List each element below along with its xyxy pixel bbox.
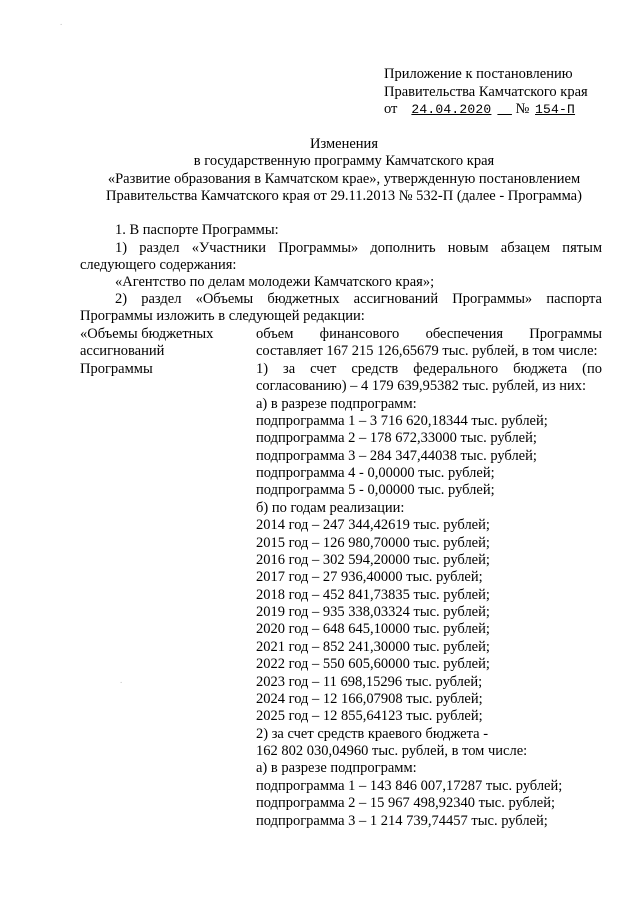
funding-line: б) по годам реализации: <box>256 499 405 516</box>
funding-line: подпрограмма 1 – 3 716 620,18344 тыс. рублей; <box>256 412 548 429</box>
funding-line: 2014 год – 247 344,42619 тыс. рублей; <box>256 517 490 534</box>
table-left-cell: «Объемы бюджетных ассигнований Программы <box>80 326 214 377</box>
funding-line: подпрограмма 3 – 284 347,44038 тыс. рублей; <box>256 447 537 464</box>
funding-line: подпрограмма 2 – 178 672,33000 тыс. рублей; <box>256 430 537 447</box>
heading-line-2: в государственную программу Камчатского края <box>193 153 495 170</box>
funding-line: 2015 год – 126 980,70000 тыс. рублей; <box>256 534 490 551</box>
funding-line: 2024 год – 12 166,07908 тыс. рублей; <box>256 690 483 707</box>
scan-mark: . <box>60 17 63 27</box>
funding-line: подпрограмма 5 - 0,00000 тыс. рублей; <box>256 482 495 499</box>
funding-line: 2016 год – 302 594,20000 тыс. рублей; <box>256 551 490 568</box>
funding-line: 2023 год – 11 698,15296 тыс. рублей; <box>256 673 483 690</box>
heading-line-4: Правительства Камчатского края от 29.11.2013 № 532-П (далее - Программа) <box>106 187 582 204</box>
funding-intro: объем финансового обеспечения Программы составляет 167 215 126,65679 тыс. рублей, в том числе: <box>256 326 602 360</box>
paragraph-1: 1. В паспорте Программы: <box>115 222 279 238</box>
funding-line: 2017 год – 27 936,40000 тыс. рублей; <box>256 569 483 586</box>
document-heading <box>60 136 628 205</box>
paragraph-4: 2) раздел «Объемы бюджетных ассигнований Программы» паспорта Программы изложить в следующей редакции: <box>80 291 602 325</box>
document-date: 24.04.2020 <box>411 102 492 117</box>
appendix-block <box>384 66 624 119</box>
federal-breakdown <box>256 396 602 726</box>
paragraph-3: «Агентство по делам молодежи Камчатского края»; <box>115 274 435 290</box>
funding-line: 2019 год – 935 338,03324 тыс. рублей; <box>256 604 490 620</box>
scan-mark: . <box>120 675 123 685</box>
paragraph-2: 1) раздел «Участники Программы» дополнить новым абзацем пятым следующего содержания: <box>80 240 602 274</box>
number-prefix: № <box>515 101 530 117</box>
funding-line: 2020 год – 648 645,10000 тыс. рублей; <box>256 621 490 638</box>
funding-line: 2022 год – 550 605,60000 тыс. рублей; <box>256 656 490 673</box>
funding-line: 162 802 030,04960 тыс. рублей, в том числе: <box>256 743 528 759</box>
document-number: 154-П <box>535 102 576 117</box>
funding-line: 2021 год – 852 241,30000 тыс. рублей; <box>256 638 490 655</box>
funding-line: 2018 год – 452 841,73835 тыс. рублей; <box>256 586 490 603</box>
heading-line-3: «Развитие образования в Камчатском крае», утвержденную постановлением <box>107 170 581 187</box>
funding-line: 2025 год – 12 855,64123 тыс. рублей; <box>256 708 483 725</box>
funding-line: подпрограмма 1 – 143 846 007,17287 тыс. рублей; <box>256 777 563 794</box>
appendix-line-2: Правительства Камчатского края <box>384 83 588 100</box>
funding-line: подпрограмма 3 – 1 214 739,74457 тыс. рублей; <box>256 812 548 829</box>
funding-line: подпрограмма 4 - 0,00000 тыс. рублей; <box>256 465 495 481</box>
funding-line: а) в разрезе подпрограмм: <box>256 395 417 412</box>
funding-line: а) в разрезе подпрограмм: <box>256 760 417 777</box>
funding-line: 2) за счет средств краевого бюджета - <box>256 725 489 742</box>
federal-funding: 1) за счет средств федерального бюджета (по согласованию) – 4 179 639,95382 тыс. рублей, из них: <box>256 360 602 395</box>
regional-breakdown <box>256 726 602 830</box>
funding-line: подпрограмма 2 – 15 967 498,92340 тыс. рублей; <box>256 795 556 812</box>
heading-title: Изменения <box>310 136 378 152</box>
appendix-line-1: Приложение к постановлению <box>384 66 573 82</box>
date-prefix: от <box>384 101 398 117</box>
table-right-cell <box>256 326 602 830</box>
appendix-date-line <box>384 101 624 119</box>
